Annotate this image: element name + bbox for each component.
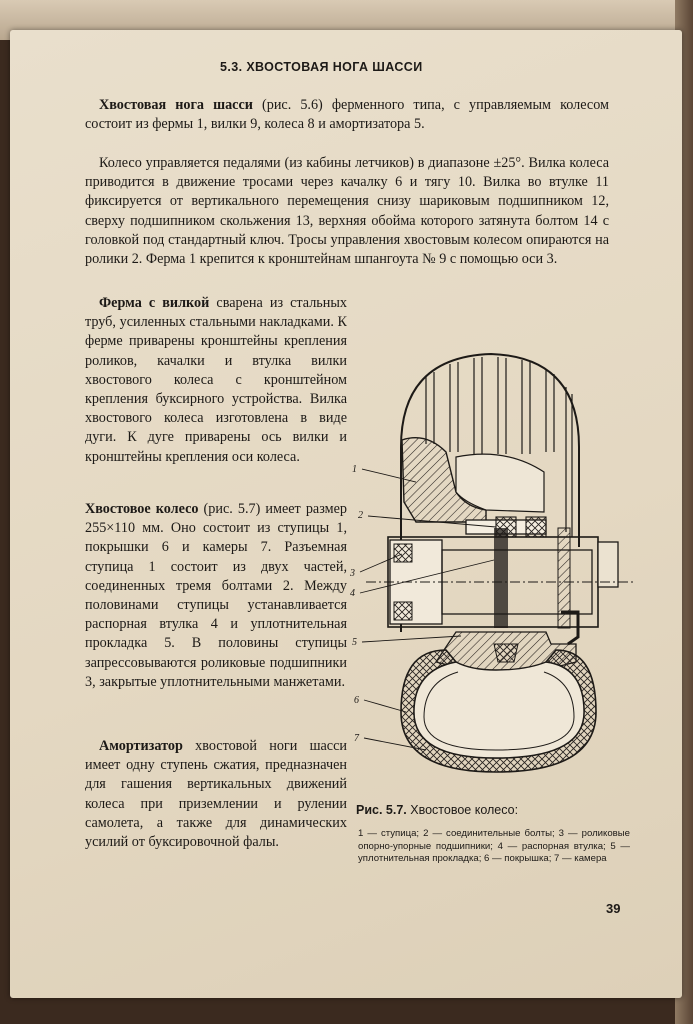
paragraph-wheel-control [85,154,609,269]
paragraph-text: хвостовой ноги шасси имеет одну ступень сжатия, предназначен для гашения вертикальных движений колеса при приземлении и рулении самолета, а также для динамических усилий от буксировочной фалы. [85,738,347,851]
paragraph-tail-gear [85,96,609,134]
paragraph-truss-fork [85,294,347,467]
callout-label: 6 [354,695,359,706]
tail-wheel-drawing [346,332,636,792]
section-title: 5.3. ХВОСТОВАЯ НОГА ШАССИ [220,60,423,74]
callout-label: 7 [354,733,359,744]
paragraph-shock-absorber [85,737,347,852]
callout-label: 5 [352,637,357,648]
paragraph-text: (рис. 5.6) ферменного типа, с управляемым колесом состоит из фермы 1, вилки 9, колеса 8 и амортизатора 5. [85,97,609,133]
hub-left-half [402,438,544,522]
axle-assembly [366,528,636,628]
book-page [10,30,682,998]
figure-caption [356,803,628,817]
figure-legend: 1 — ступица; 2 — соединительные болты; 3 — роликовые опорно-упорные подшипники; 4 — распорная втулка; 5 — уплотнительная прокладка; 6 — покрышка; 7 — камера [358,828,630,864]
paragraph-lead: Хвостовое колесо [85,501,199,517]
callout-labels [349,464,363,744]
callout-label: 4 [350,588,355,599]
paragraph-lead: Ферма с вилкой [99,295,210,311]
paragraph-lead: Амортизатор [99,738,183,754]
callout-label: 3 [350,568,355,579]
figure-number: Рис. 5.7. [356,803,407,817]
callout-label: 2 [358,510,363,521]
paragraph-text: сварена из стальных труб, усиленных стальными накладками. К ферме приварены кронштейны крепления роликов, качалки и втулка вилки хвостового колеса с кронштейном крепления буксирного устройства. Вилка хвостового колеса изготовлена в виде дуги. К дуге приварены ось вилки и кронштейны крепления оси колеса. [85,295,347,465]
callout-label: 1 [352,464,357,475]
figure-title: Хвостовое колесо: [410,803,519,817]
paragraph-tail-wheel [85,500,347,692]
page-number: 39 [606,901,621,916]
paragraph-lead: Хвостовая нога шасси [99,97,253,113]
paragraph-text: Колесо управляется педалями (из кабины летчиков) в диапазоне ±25°. Вилка колеса приводится в движение тросами через качалку 6 и тягу 10. Вилка во втулке 11 фиксируется от вертикального перемещения снизу шариковым подшипником 12, сверху подшипником скольжения 13, верхняя обойма которого затянута болтом 14 с головкой под стандартный ключ. Тросы управления хвостовым колесом опираются на ролики 2. Ферма 1 крепится к кронштейнам шпангоута № 9 с помощью оси 3. [85,155,609,268]
paragraph-text: (рис. 5.7) имеет размер 255×110 мм. Оно состоит из ступицы 1, покрышки 6 и камеры 7. Разъемная ступица 1 состоит из двух частей, соединенных тремя болтами 2. Между половинами ступицы устанавливается распорная втулка 4 и уплотнительная прокладка 5. В половины ступицы запрессовываются роликовые подшипники 3, закрытые уплотнительными манжетами. [85,501,347,690]
